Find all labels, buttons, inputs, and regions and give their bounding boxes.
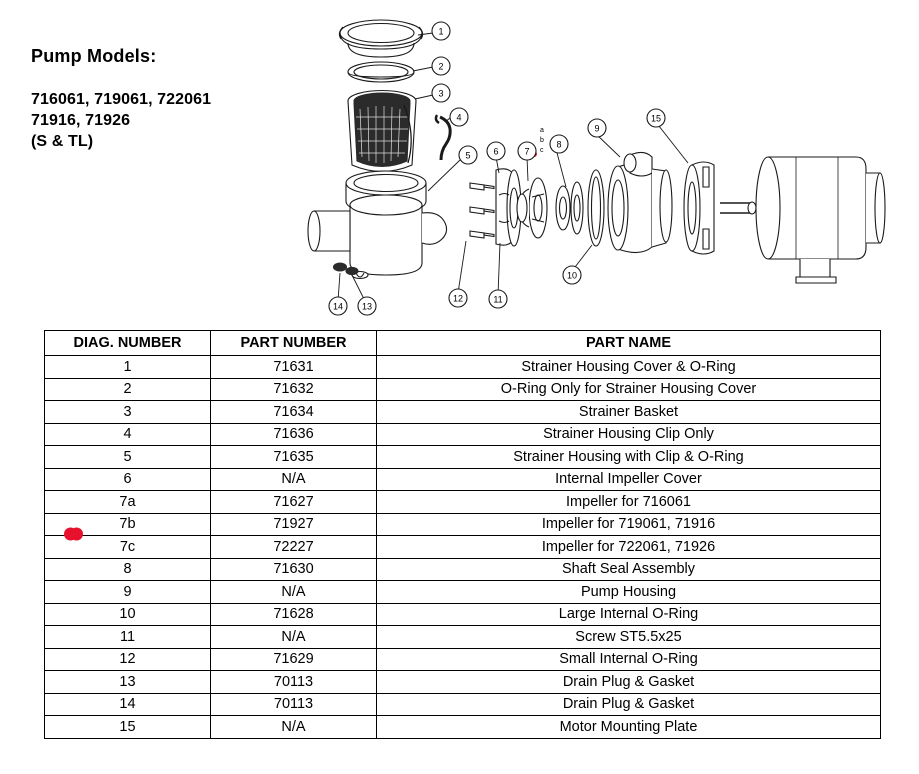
diag-number-value: 5 xyxy=(123,448,132,465)
diag-number-value: 7c xyxy=(119,538,136,555)
diag-number-value: 10 xyxy=(119,606,136,623)
cell-part-number xyxy=(211,716,377,739)
cell-part-number xyxy=(211,491,377,514)
callout-4 xyxy=(450,108,468,126)
callout-14 xyxy=(329,297,347,315)
part-strainer-housing xyxy=(308,171,447,279)
part-number-value: N/A xyxy=(281,583,306,600)
diag-number-value: 15 xyxy=(119,718,136,735)
cell-part-name: Drain Plug & Gasket xyxy=(377,693,881,716)
model-heading-block xyxy=(31,46,331,152)
cell-part-name: Impeller for 716061 xyxy=(377,491,881,514)
cell-part-number xyxy=(211,401,377,424)
diag-number-value: 7a xyxy=(119,493,136,510)
callout-2 xyxy=(432,57,450,75)
column-header-part-name: PART NAME xyxy=(377,331,881,356)
svg-text:7: 7 xyxy=(524,146,530,157)
part-motor-mounting-plate xyxy=(684,162,714,254)
svg-text:2: 2 xyxy=(438,61,444,72)
svg-text:10: 10 xyxy=(566,270,578,281)
cell-diag-number xyxy=(45,671,211,694)
cell-diag-number xyxy=(45,693,211,716)
part-number-value: 71632 xyxy=(273,381,314,398)
table-row xyxy=(45,558,881,581)
diag-number-value: 13 xyxy=(119,673,136,690)
cell-part-name: Motor Mounting Plate xyxy=(377,716,881,739)
diag-number-value: 2 xyxy=(123,381,132,398)
svg-text:6: 6 xyxy=(493,146,499,157)
part-shaft-seal-assembly xyxy=(556,182,583,234)
sublabel-c: c xyxy=(540,147,544,154)
svg-text:11: 11 xyxy=(493,294,503,305)
page-title: Pump Models: xyxy=(31,46,157,66)
table-row xyxy=(45,423,881,446)
table-header-row xyxy=(45,331,881,356)
svg-text:14: 14 xyxy=(332,301,344,312)
cell-part-name: Pump Housing xyxy=(377,581,881,604)
table-row xyxy=(45,401,881,424)
callout-9 xyxy=(588,119,606,137)
table-row xyxy=(45,356,881,379)
diag-number-value: 4 xyxy=(123,426,132,443)
cell-part-number xyxy=(211,626,377,649)
part-pump-housing xyxy=(608,152,672,252)
cell-part-number xyxy=(211,671,377,694)
svg-text:15: 15 xyxy=(650,113,662,124)
diag-number-value: 12 xyxy=(119,651,136,668)
table-row xyxy=(45,603,881,626)
diag-number-value: 9 xyxy=(123,583,132,600)
model-numbers-line-1: 716061, 719061, 722061 xyxy=(31,91,212,108)
cell-diag-number xyxy=(45,581,211,604)
cell-diag-number xyxy=(45,716,211,739)
diag-number-value: 6 xyxy=(123,471,132,488)
part-number-value: 71627 xyxy=(273,493,314,510)
table-row xyxy=(45,491,881,514)
svg-text:9: 9 xyxy=(594,123,600,134)
model-variant-line: (S & TL) xyxy=(31,133,94,150)
part-number-value: N/A xyxy=(281,471,306,488)
cell-part-name: Large Internal O-Ring xyxy=(377,603,881,626)
table-row xyxy=(45,626,881,649)
part-number-value: 71631 xyxy=(273,358,314,375)
svg-text:8: 8 xyxy=(556,139,562,150)
table-row xyxy=(45,446,881,469)
part-number-value: N/A xyxy=(281,628,306,645)
part-number-value: 71630 xyxy=(273,561,314,578)
cell-part-name: Strainer Housing Cover & O-Ring xyxy=(377,356,881,379)
part-number-value: 71636 xyxy=(273,426,314,443)
cell-diag-number xyxy=(45,401,211,424)
callout-13 xyxy=(358,297,376,315)
callout-5 xyxy=(459,146,477,164)
cell-diag-number xyxy=(45,446,211,469)
exploded-pump-diagram xyxy=(300,5,910,320)
part-screws xyxy=(470,183,494,238)
cell-diag-number xyxy=(45,648,211,671)
table-row xyxy=(45,693,881,716)
cell-diag-number xyxy=(45,356,211,379)
part-number-value: N/A xyxy=(281,718,306,735)
part-motor-body xyxy=(756,157,885,283)
diag-number-value: 14 xyxy=(119,696,136,713)
table-row xyxy=(45,513,881,536)
part-number-value: 71927 xyxy=(273,516,314,533)
cell-part-name: Impeller for 722061, 71926 xyxy=(377,536,881,559)
part-strainer-basket xyxy=(348,91,416,172)
cell-diag-number xyxy=(45,423,211,446)
cell-part-name: Strainer Housing with Clip & O-Ring xyxy=(377,446,881,469)
svg-text:13: 13 xyxy=(361,301,373,312)
callout-8 xyxy=(550,135,568,153)
cell-part-name: O-Ring Only for Strainer Housing Cover xyxy=(377,378,881,401)
cell-part-number xyxy=(211,423,377,446)
table-row xyxy=(45,468,881,491)
cell-part-name: Shaft Seal Assembly xyxy=(377,558,881,581)
cell-diag-number xyxy=(45,603,211,626)
cell-part-number xyxy=(211,558,377,581)
cell-diag-number xyxy=(45,468,211,491)
cell-part-number xyxy=(211,648,377,671)
table-row xyxy=(45,648,881,671)
part-large-internal-oring xyxy=(588,170,604,246)
cell-part-name: Drain Plug & Gasket xyxy=(377,671,881,694)
parts-table xyxy=(44,330,881,739)
part-number-value: 71629 xyxy=(273,651,314,668)
table-row xyxy=(45,581,881,604)
cell-part-number xyxy=(211,693,377,716)
cell-part-name: Internal Impeller Cover xyxy=(377,468,881,491)
cell-part-number xyxy=(211,468,377,491)
part-number-value: 71628 xyxy=(273,606,314,623)
part-number-value: 71634 xyxy=(273,403,314,420)
callout-6 xyxy=(487,142,505,160)
table-row xyxy=(45,378,881,401)
parts-table-container xyxy=(44,330,880,739)
callout-10 xyxy=(563,266,581,284)
cell-diag-number xyxy=(45,491,211,514)
svg-text:4: 4 xyxy=(456,112,462,123)
cell-part-name: Strainer Housing Clip Only xyxy=(377,423,881,446)
cell-part-name: Strainer Basket xyxy=(377,401,881,424)
part-number-value: 71635 xyxy=(273,448,314,465)
cell-part-name: Screw ST5.5x25 xyxy=(377,626,881,649)
cell-part-number xyxy=(211,356,377,379)
part-strainer-housing-cover xyxy=(339,20,422,57)
red-dot-marker-icon xyxy=(64,528,77,541)
column-header-part-number: PART NUMBER xyxy=(211,331,377,356)
cell-part-name: Small Internal O-Ring xyxy=(377,648,881,671)
callout-1 xyxy=(432,22,450,40)
diag-number-value: 11 xyxy=(119,628,136,645)
cell-diag-number xyxy=(45,558,211,581)
callout-11 xyxy=(489,290,507,308)
cell-diag-number xyxy=(45,626,211,649)
diag-number-value: 8 xyxy=(123,561,132,578)
svg-text:3: 3 xyxy=(438,88,444,99)
sublabel-a: a xyxy=(540,127,544,134)
svg-text:1: 1 xyxy=(438,26,444,37)
diag-number-value: 7b xyxy=(119,516,136,533)
callout-12 xyxy=(449,289,467,307)
diag-number-value: 1 xyxy=(123,358,132,375)
part-number-value: 70113 xyxy=(273,673,314,690)
cell-part-number xyxy=(211,513,377,536)
svg-text:5: 5 xyxy=(465,150,471,161)
cell-part-number xyxy=(211,603,377,626)
cell-part-number xyxy=(211,378,377,401)
diag-number-value: 3 xyxy=(123,403,132,420)
part-number-value: 70113 xyxy=(273,696,314,713)
model-numbers-line-2: 71916, 71926 xyxy=(31,112,131,129)
cell-part-number xyxy=(211,446,377,469)
callout-15 xyxy=(647,109,665,127)
callout-7 xyxy=(518,142,536,160)
cell-part-number xyxy=(211,581,377,604)
table-row xyxy=(45,716,881,739)
callout-3 xyxy=(432,84,450,102)
table-row xyxy=(45,671,881,694)
sublabel-b: b xyxy=(540,137,544,144)
part-cover-oring xyxy=(348,62,414,82)
svg-text:12: 12 xyxy=(452,293,464,304)
column-header-diag-number: DIAG. NUMBER xyxy=(45,331,211,356)
part-motor-shaft xyxy=(720,202,756,214)
part-impeller xyxy=(517,178,547,238)
table-row xyxy=(45,536,881,559)
part-number-value: 72227 xyxy=(273,538,314,555)
cell-part-name: Impeller for 719061, 71916 xyxy=(377,513,881,536)
cell-diag-number xyxy=(45,378,211,401)
part-strainer-housing-clip xyxy=(436,115,450,160)
cell-part-number xyxy=(211,536,377,559)
